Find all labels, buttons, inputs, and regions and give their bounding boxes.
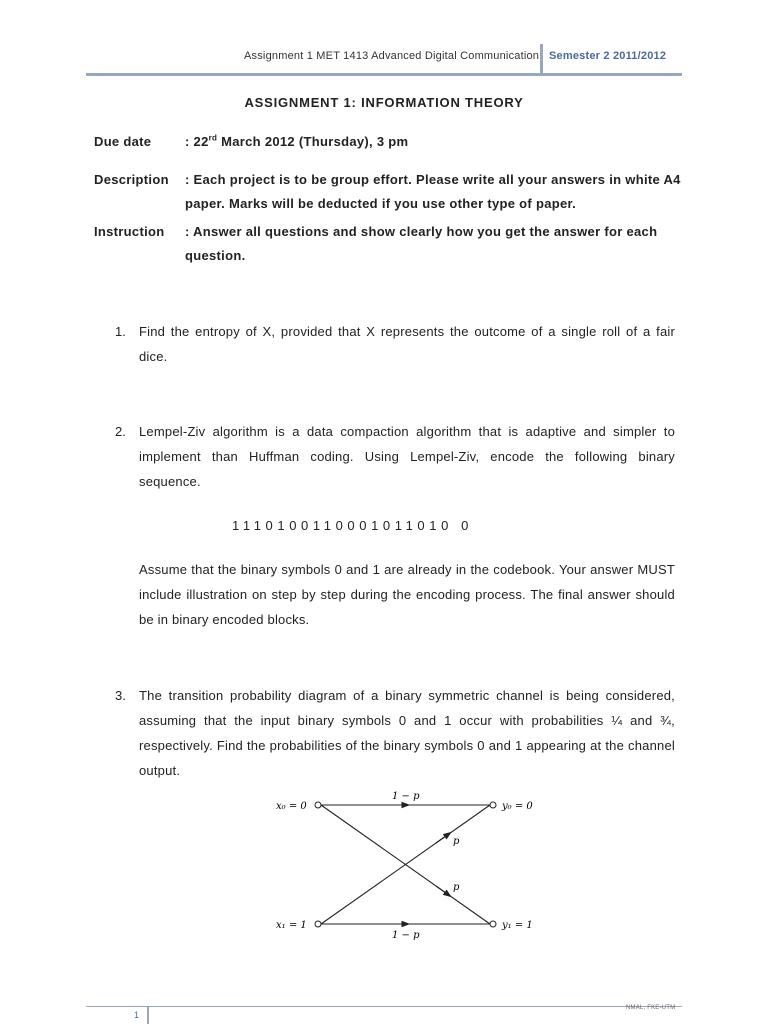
question-3-text: The transition probability diagram of a binary symmetric channel is being considered, assuming that the input binary symbols 0 and 1 occur with probabilities ¼ and ¾, respectively. Find the probabilities of the binary symbols 0 and 1 appearing at the channel output.	[139, 688, 675, 778]
description-label: Description	[94, 172, 169, 187]
question-2-assumption: Assume that the binary symbols 0 and 1 are already in the codebook. Your answer MUST include illustration on step by step during the encoding process. The final answer should be in binary encoded blocks.	[139, 562, 675, 627]
question-2-text: Lempel-Ziv algorithm is a data compaction algorithm that is adaptive and simpler to implement than Huffman coding. Using Lempel-Ziv, encode the following binary sequence.	[139, 424, 675, 489]
bsc-diagram	[268, 784, 568, 944]
label-bottom-prob: 1 − p	[392, 930, 420, 941]
header-semester: Semester 2 2011/2012	[549, 50, 667, 62]
header-rule	[86, 73, 682, 76]
cross-arrow-down	[436, 886, 450, 896]
due-date-superscript: rd	[208, 133, 218, 143]
node-x0	[315, 802, 321, 808]
page-title: ASSIGNMENT 1: INFORMATION THEORY	[244, 95, 524, 110]
label-cross-prob-1: p	[453, 836, 460, 847]
node-y1	[490, 921, 496, 927]
page-number: 1	[134, 1010, 140, 1020]
header-course: Assignment 1 MET 1413 Advanced Digital Communication	[244, 50, 540, 62]
instruction-value: : Answer all questions and show clearly how you get the answer for each question.	[185, 224, 658, 263]
footer-author: NMAL, FKE-UTM	[626, 1005, 676, 1011]
question-2-number: 2.	[115, 424, 126, 439]
description-value: : Each project is to be group effort. Please write all your answers in white A4 paper. Marks will be deducted if you use other type of paper.	[185, 172, 681, 211]
binary-sequence: 1110100110001011010 0	[232, 518, 473, 533]
question-1-text: Find the entropy of X, provided that X represents the outcome of a single roll of a fair dice.	[139, 324, 675, 364]
footer-separator	[147, 1007, 149, 1024]
node-y0	[490, 802, 496, 808]
label-x1: x₁ = 1	[276, 920, 307, 931]
label-top-prob: 1 − p	[392, 791, 420, 802]
header-separator	[540, 44, 543, 74]
due-date-value	[185, 130, 685, 154]
label-y0: y₀ = 0	[502, 801, 533, 812]
label-x0: x₀ = 0	[276, 801, 307, 812]
due-date-prefix: : 22	[185, 134, 209, 149]
label-cross-prob-2: p	[453, 882, 460, 893]
due-date-label: Due date	[94, 134, 152, 149]
footer-rule	[86, 1006, 682, 1007]
cross-arrow-up	[436, 833, 450, 843]
node-x1	[315, 921, 321, 927]
question-1-number: 1.	[115, 324, 126, 339]
due-date-suffix: March 2012 (Thursday), 3 pm	[217, 134, 409, 149]
label-y1: y₁ = 1	[502, 920, 533, 931]
instruction-label: Instruction	[94, 224, 165, 239]
question-3-number: 3.	[115, 688, 126, 703]
